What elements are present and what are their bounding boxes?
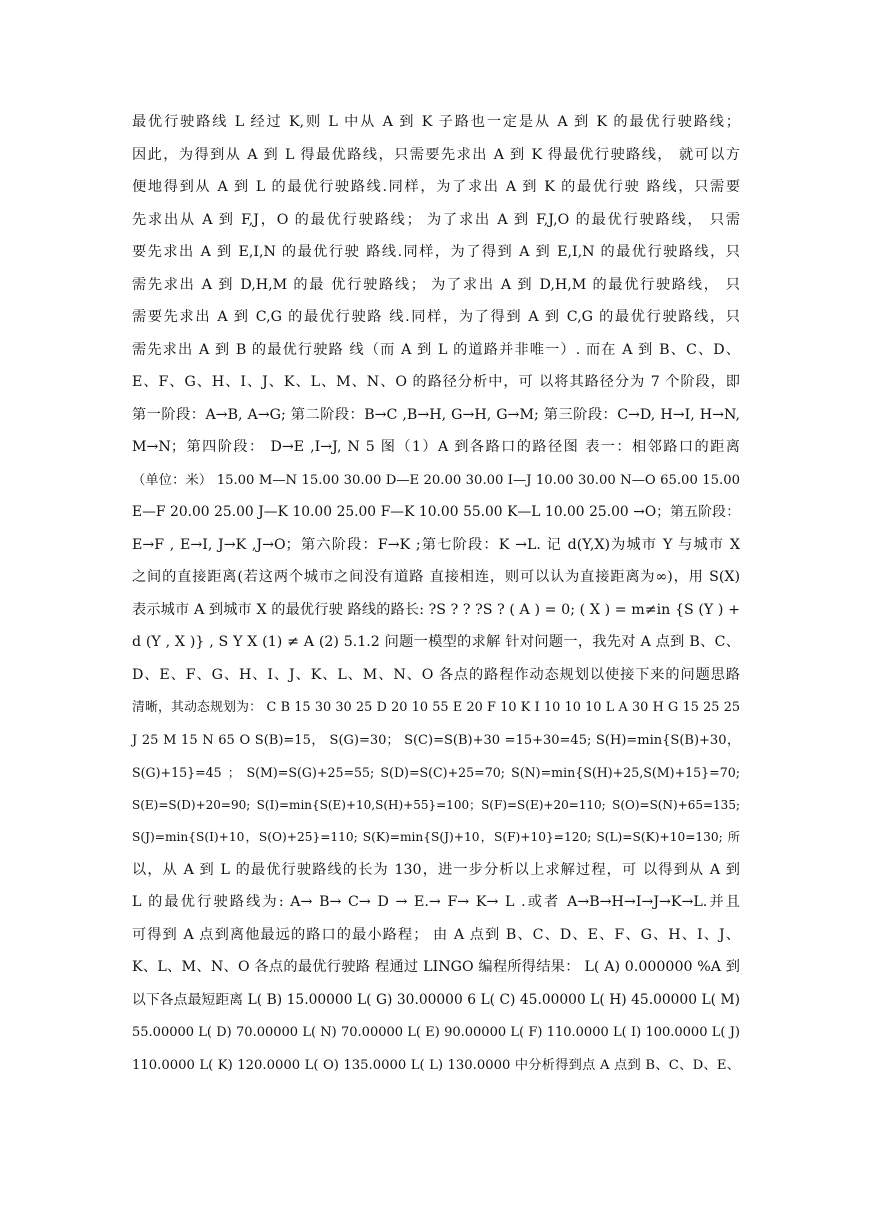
text-line: d (Y , X )} , S Y X (1) ≠ A (2) 5.1.2 问题一模型的求解 针对问题一，我先对 A 点到 B、C、: [132, 634, 740, 650]
text-line: M→N；第四阶段： D→E ,I→J, N 5 图（1）A 到各路口的路径图 表一：相邻路口的距离: [132, 439, 740, 455]
text-line: 要先求出 A 到 E,I,N 的最优行驶 路线.同样，为了得到 A 到 E,I,N 的最优行驶路线，只: [132, 244, 740, 260]
text-line: 之间的直接距离(若这两个城市之间没有道路 直接相连，则可以认为直接距离为∞)，用 S(X): [132, 569, 740, 585]
text-line: E→F , E→I, J→K ,J→O；第六阶段：F→K ;第七阶段：K →L. 记 d(Y,X)为城市 Y 与城市 X: [132, 536, 740, 553]
text-line: D、E、F、G、H、I、J、K、L、M、N、O 各点的路程作动态规划以使接下来的问题思路: [132, 666, 740, 683]
text-line: （单位：米） 15.00 M—N 15.00 30.00 D—E 20.00 30.00 I—J 10.00 30.00 N—O 65.00 15.00: [132, 472, 740, 488]
text-line: S(J)=min{S(I)+10，S(O)+25}=110; S(K)=min{S(J)+10，S(F)+10}=120; S(L)=S(K)+10=130; 所: [132, 830, 740, 844]
text-line: 表示城市 A 到城市 X 的最优行驶 路线的路长: ?S ? ? ?S ? ( A ) = 0; ( X ) = m≠in {S (Y ) +: [132, 601, 740, 618]
text-line: 需要先求出 A 到 C,G 的最优行驶路 线.同样，为了得到 A 到 C,G 的最优行驶路线，只: [132, 309, 740, 325]
body-text: [132, 111, 740, 1086]
text-line: 因此，为得到从 A 到 L 得最优路线，只需要先求出 A 到 K 得最优行驶路线， 就可以方: [132, 146, 740, 163]
text-line: J 25 M 15 N 65 O S(B)=15， S(G)=30； S(C)=S(B)+30 =15+30=45; S(H)=min{S(B)+30，: [132, 732, 740, 748]
text-line: 需先求出 A 到 B 的最优行驶路 线（而 A 到 L 的道路并非唯一）. 而在 A 到 B、C、D、: [132, 341, 740, 358]
text-line: 55.00000 L( D) 70.00000 L( N) 70.00000 L( E) 90.00000 L( F) 110.0000 L( I) 100.0000 L( J): [132, 1025, 740, 1040]
text-line: 需先求出 A 到 D,H,M 的最 优行驶路线； 为了求出 A 到 D,H,M 的最优行驶路线， 只: [132, 276, 740, 293]
text-line: 先求出从 A 到 F,J，O 的最优行驶路线； 为了求出 A 到 F,J,O 的最优行驶路线， 只需: [132, 211, 740, 228]
text-line: 以下各点最短距离 L( B) 15.00000 L( G) 30.00000 6 L( C) 45.00000 L( H) 45.00000 L( M): [132, 991, 740, 1008]
text-line: 便地得到从 A 到 L 的最优行驶路线.同样，为了求出 A 到 K 的最优行驶 路线，只需要: [132, 179, 740, 195]
text-line: 清晰，其动态规划为： C B 15 30 30 25 D 20 10 55 E 20 F 10 K I 10 10 10 L A 30 H G 15 25 25: [132, 700, 740, 715]
text-line: S(E)=S(D)+20=90; S(I)=min{S(E)+10,S(H)+55}=100；S(F)=S(E)+20=110; S(O)=S(N)+65=135;: [132, 797, 740, 812]
text-line: L 的最优行驶路线为: A→ B→ C→ D → E.→ F→ K→ L .或者 A→B→H→I→J→K→L.并且: [132, 894, 740, 910]
text-line: S(G)+15}=45 ； S(M)=S(G)+25=55; S(D)=S(C)+25=70; S(N)=min{S(H)+25,S(M)+15}=70;: [132, 765, 740, 780]
text-line: 第一阶段：A→B, A→G; 第二阶段：B→C ,B→H, G→H, G→M; 第三阶段：C→D, H→I, H→N,: [132, 406, 740, 423]
text-line: 110.0000 L( K) 120.0000 L( O) 135.0000 L( L) 130.0000 中分析得到点 A 点到 B、C、D、E、: [132, 1057, 740, 1073]
text-line: 以，从 A 到 L 的最优行驶路线的长为 130，进一步分析以上求解过程，可 以得到从 A 到: [132, 861, 740, 878]
text-line: K、L、M、N、O 各点的最优行驶路 程通过 LINGO 编程所得结果： L( A) 0.000000 %A 到: [132, 959, 740, 975]
text-line: 最优行驶路线 L 经过 K,则 L 中从 A 到 K 子路也一定是从 A 到 K 的最优行驶路线；: [132, 114, 740, 130]
text-line: 可得到 A 点到离他最远的路口的最小路程； 由 A 点到 B、C、D、E、F、G、H、I、J、: [132, 926, 740, 943]
text-line: E、F、G、H、I、J、K、L、M、N、O 的路径分析中，可 以将其路径分为 7 个阶段，即: [132, 374, 740, 390]
text-line: E—F 20.00 25.00 J—K 10.00 25.00 F—K 10.00 55.00 K—L 10.00 25.00 →O；第五阶段：: [132, 504, 740, 520]
